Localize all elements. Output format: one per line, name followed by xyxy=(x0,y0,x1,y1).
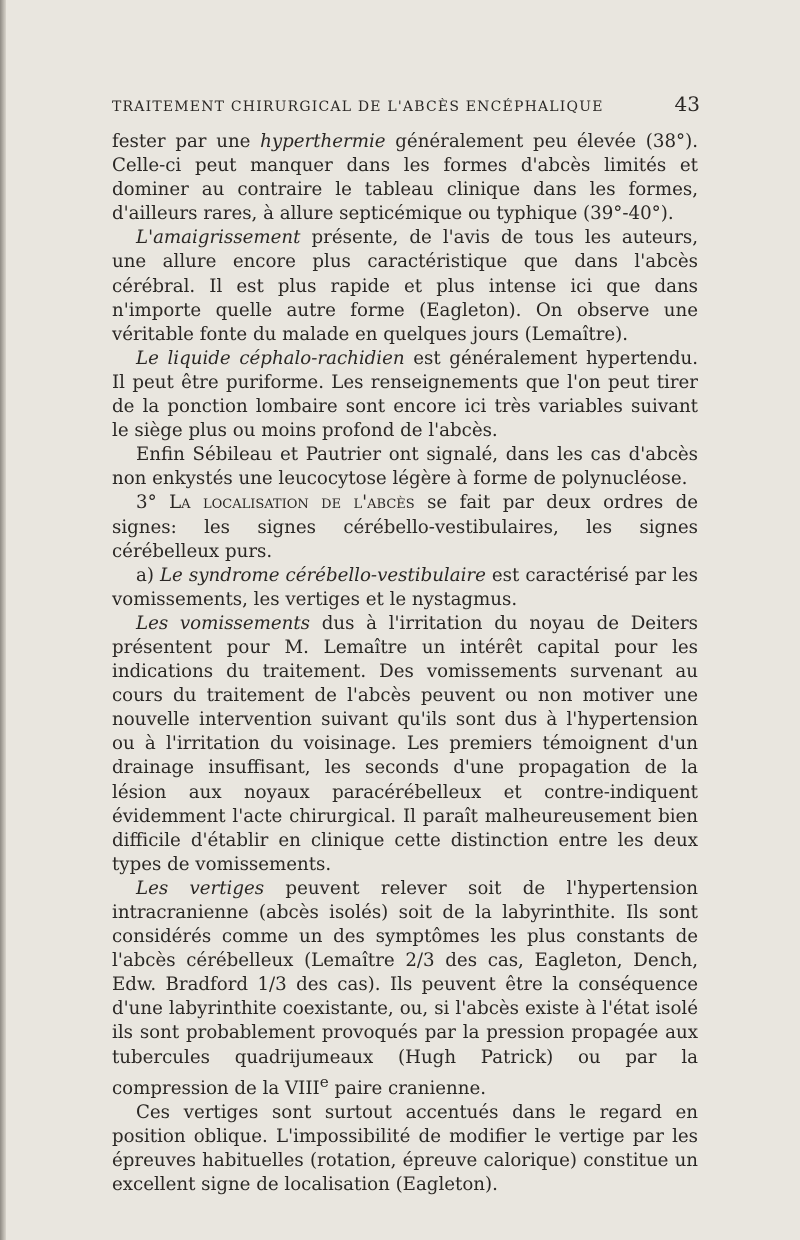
paragraph-vomissements xyxy=(112,612,698,877)
text-run: généralement peu élevée (38°). Celle-ci peut manquer dans les formes d'abcès limités et dominer au contraire le tableau clinique dans les formes, d'ailleurs rares, à allure septicémique ou typhique (39°-40°). xyxy=(112,131,698,225)
text-run: paire cranienne. xyxy=(328,1077,487,1099)
page-edge xyxy=(0,0,6,1240)
text-run: dus à l'irritation du noyau de Deiters présentent pour M. Lemaître un intérêt capital pour les indications du traitement. Des vomissements survenant au cours du traitement de l'abcès peuvent ou non motiver une nouvelle intervention suivant qu'ils sont dus à l'hypertension ou à l'irritation du voisinage. Les premiers témoignent d'un drainage insuffisant, les seconds d'une propagation de la lésion aux noyaux paracérébelleux et contre-indiquent évidemment l'acte chirurgical. Il paraît malheureusement bien difficile d'établir en clinique cette distinction entre les deux types de vomissements. xyxy=(112,612,698,875)
italic-term: Le syndrome cérébello-vestibulaire xyxy=(159,564,486,586)
page-number: 43 xyxy=(674,92,700,116)
running-header xyxy=(112,92,700,116)
paragraph-syndrome xyxy=(112,564,698,612)
paragraph-vertiges xyxy=(112,877,698,1101)
text-run: a) xyxy=(136,564,160,586)
text-run: fester par une xyxy=(112,131,261,152)
italic-term: Le liquide céphalo-rachidien xyxy=(136,347,405,369)
italic-term: hyperthermie xyxy=(260,131,386,152)
paragraph-regard-oblique: Ces vertiges sont surtout accentués dans le regard en position oblique. L'impossibilité de modifier le vertige par les épreuves habituelles (rotation, épreuve calorique) constitue un excellent signe de localisation (Eagleton). xyxy=(112,1101,698,1196)
text-run: 3° xyxy=(136,492,170,514)
italic-term: Les vomissements xyxy=(136,612,310,634)
paragraph-leucocytose: Enfin Sébileau et Pautrier ont signalé, dans les cas d'abcès non enkystés une leucocytose légère à forme de polynucléose. xyxy=(112,444,698,490)
italic-term: Les vertiges xyxy=(136,877,265,899)
text-run: est généralement hypertendu. Il peut être puriforme. Les renseignements que l'on peut tirer de la ponction lombaire sont encore ici très variables suivant le siège plus ou moins profond de l'abcès. xyxy=(112,347,698,442)
text-run: est caractérisé par les vomissements, les vertiges et le nystagmus. xyxy=(112,564,698,610)
paragraph-liquide xyxy=(112,347,698,443)
paragraph-localisation xyxy=(112,491,698,563)
paragraph-amaigrissement xyxy=(112,226,698,346)
text-run: présente, de l'avis de tous les auteurs, une allure encore plus caractéristique que dans l'abcès cérébral. Il est plus rapide et plus intense ici que dans n'importe quelle autre forme (Eagleton). On observe une véritable fonte du malade en quelques jours (Lemaître). xyxy=(112,227,698,345)
superscript: e xyxy=(319,1072,329,1091)
running-title: TRAITEMENT CHIRURGICAL DE L'ABCÈS ENCÉPHALIQUE xyxy=(112,99,604,115)
paragraph-hyperthermie xyxy=(112,130,698,226)
text-run: se fait par deux ordres de signes: les signes cérébello-vestibulaires, les signes cérébelleux purs. xyxy=(112,492,698,562)
body-text xyxy=(112,130,698,1197)
italic-term: L'amaigrissement xyxy=(136,227,301,249)
text-run: peuvent relever soit de l'hypertension intracranienne (abcès isolés) soit de la labyrinthite. Ils sont considérés comme un des symptômes les plus constants de l'abcès cérébelleux (Lemaître 2/3 des cas, Eagleton, Dench, Edw. Bradford 1/3 des cas). Ils peuvent être la conséquence d'une labyrinthite coexistante, ou, si l'abcès existe à l'état isolé ils sont probablement provoqués par la pression propagée aux tubercules quadrijumeaux (Hugh Patrick) ou par la compression de la VIII xyxy=(112,877,698,1099)
section-heading: La localisation de l'abcès xyxy=(169,492,415,514)
